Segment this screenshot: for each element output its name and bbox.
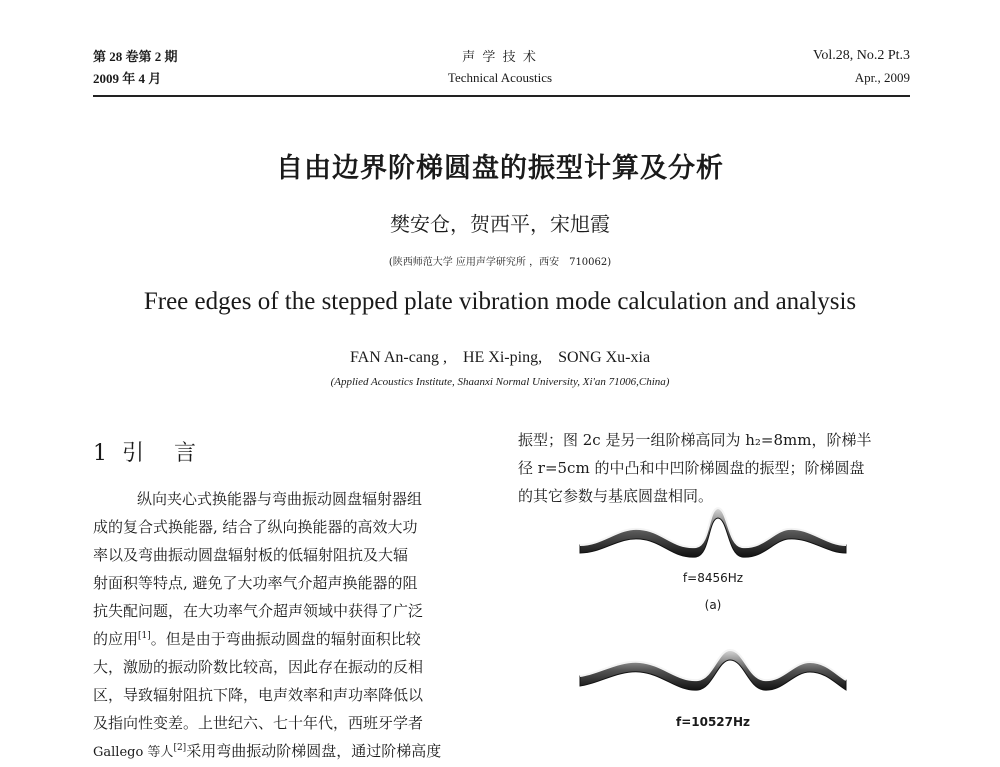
body-line: 率以及弯曲振动圆盘辐射板的低辐射阻抗及大辐 xyxy=(93,546,409,564)
body-line: 径 r=5cm 的中凸和中凹阶梯圆盘的振型；阶梯圆盘 xyxy=(518,459,865,477)
paper-affiliation: (陕西师范大学 应用声学研究所 ，西安 710062) xyxy=(388,257,612,268)
body-line: 及指向性变差。上世纪六、七十年代，西班牙学者 xyxy=(93,714,424,732)
paper-authors: 樊安仓，贺西平，宋旭霞 xyxy=(390,212,610,236)
body-text: 采用弯曲振动阶梯圆盘，通过阶梯高度 xyxy=(186,742,442,760)
citation-ref[interactable]: [2] xyxy=(173,743,187,753)
figure-a-label: (a) xyxy=(704,598,722,612)
left-column xyxy=(93,485,493,767)
body-text: 的应用 xyxy=(93,630,139,648)
journal-name-en: Technical Acoustics xyxy=(447,70,553,85)
right-column xyxy=(518,426,913,510)
paper-title-en: Free edges of the stepped plate vibration mode calculation and analysis xyxy=(143,288,857,315)
body-line: 大，激励的振动阶数比较高，因此存在振动的反相 xyxy=(93,658,424,676)
body-line xyxy=(93,737,493,767)
figure-a-frequency: f=8456Hz xyxy=(682,571,744,585)
journal-volume-en: Vol.28, No.2 Pt.3 xyxy=(813,48,910,63)
mode-shape-figure-b xyxy=(578,640,848,700)
body-line: 成的复合式换能器, 结合了纵向换能器的高效大功 xyxy=(93,518,418,536)
body-line: 的其它参数与基底圆盘相同。 xyxy=(518,487,714,505)
journal-name-cn: 声 学 技 术 xyxy=(462,49,538,64)
body-line: 射面积等特点, 避免了大功率气介超声换能器的阻 xyxy=(93,574,418,592)
section-heading: 1 引 言 xyxy=(93,441,200,466)
figure-b-frequency: f=10527Hz xyxy=(675,715,751,729)
citation-ref[interactable]: [1] xyxy=(138,631,151,641)
journal-date-en: Apr., 2009 xyxy=(854,70,910,85)
body-line: 振型；图 2c 是另一组阶梯高同为 h₂=8mm，阶梯半 xyxy=(518,431,872,449)
body-line: 抗失配问题，在大功率气介超声领域中获得了广泛 xyxy=(93,602,424,620)
body-text: Gallego 等人 xyxy=(93,745,174,760)
paper-authors-en: FAN An-cang , HE Xi-ping, SONG Xu-xia xyxy=(349,349,651,366)
mode-shape-figure-a xyxy=(578,505,848,565)
journal-volume: 第 28 卷第 2 期 xyxy=(93,49,178,64)
journal-date: 2009 年 4 月 xyxy=(93,71,162,86)
paper-title: 自由边界阶梯圆盘的振型计算及分析 xyxy=(276,153,724,184)
body-line xyxy=(93,625,493,653)
header-rule xyxy=(93,95,910,97)
body-text: 。但是由于弯曲振动圆盘的辐射面积比较 xyxy=(150,630,421,648)
body-line: 区，导致辐射阻抗下降，电声效率和声功率降低以 xyxy=(93,686,424,704)
body-line: 纵向夹心式换能器与弯曲振动圆盘辐射器组 xyxy=(137,490,423,508)
paper-affiliation-en: (Applied Acoustics Institute, Shaanxi Normal University, Xi'an 71006,China) xyxy=(330,376,670,388)
